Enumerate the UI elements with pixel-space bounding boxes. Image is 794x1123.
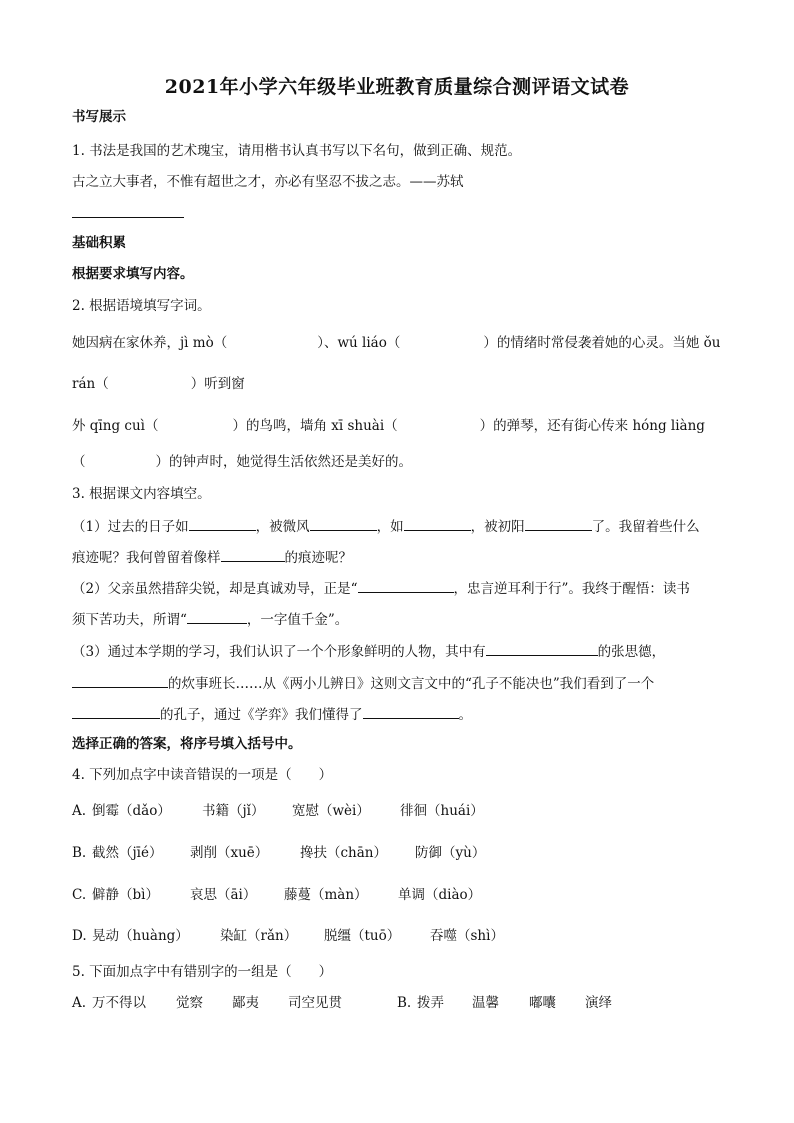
q2-text: ）的情绪时常侵袭着她的心灵。当她 ǒu [483,335,721,351]
q4-option-d[interactable] [72,927,504,945]
option-item: 剥削（xuē） [190,845,269,861]
option-item: 嘟囔 [529,995,556,1011]
q3-part1-line1 [72,516,700,536]
q3-text: 了。我留着些什么 [591,519,700,535]
q4-option-a[interactable] [72,802,484,820]
q4-option-b[interactable] [72,844,486,862]
q3-text: （3）通过本学期的学习，我们认识了一个个形象鲜明的人物，其中有 [72,644,486,660]
q3-text: 。 [458,707,472,723]
option-item: 书籍（jǐ） [202,803,265,819]
option-item: 搀扶（chān） [300,845,387,861]
option-item: 鄙夷 [232,995,259,1011]
question-4: 4. 下列加点字中读音错误的一项是（ ） [72,767,333,783]
q4-option-c[interactable] [72,886,482,904]
option-item: 藤蔓（màn） [284,887,368,903]
q2-text: ）听到窗 [190,376,245,392]
q3-text: 的痕迹呢？ [284,550,352,566]
section-heading-writing: 书写展示 [72,109,126,125]
q2-text: （ [72,454,86,470]
question-5: 5. 下面加点字中有错别字的一组是（ ） [72,964,333,980]
q3-text: ，如 [376,519,404,535]
q3-text: ，一字值千金”。 [246,612,349,628]
q3-text: 痕迹呢？我何曾留着像样 [72,550,221,566]
option-item: 单调（diào） [398,887,482,903]
q3-text: 的孔子，通过《学弈》我们懂得了 [160,707,363,723]
question-2: 2. 根据语境填写字词。 [72,298,211,314]
q2-line-3 [72,417,705,435]
section-heading-basics: 基础积累 [72,235,126,251]
option-item: 拨弄 [417,995,444,1011]
q3-blank[interactable] [189,516,256,531]
question-3: 3. 根据课文内容填空。 [72,486,211,502]
option-item: 觉察 [176,995,203,1011]
q3-blank[interactable] [363,704,459,719]
q2-text: 外 qīng cuì（ [72,418,159,434]
q3-blank[interactable] [72,673,168,688]
q3-text: ，忠言逆耳利于行”。我终于醒悟：读书 [453,581,690,597]
q3-part3-line1 [72,641,665,661]
q2-line-2 [72,375,245,393]
page-title: 2021年小学六年级毕业班教育质量综合测评语文试卷 [164,76,630,98]
q3-text: ，被初阳 [470,519,525,535]
option-item: 宽慰（wèi） [292,803,370,819]
q3-part3-line3 [72,704,472,724]
quote-text: 古之立大事者，不惟有超世之才，亦必有坚忍不拔之志。——苏轼 [72,174,464,190]
q3-blank[interactable] [72,704,160,719]
q5-option-a-label[interactable]: A. [72,995,87,1011]
q3-text: （2）父亲虽然措辞尖锐，却是真诚劝导，正是“ [72,581,358,597]
option-label: C. [72,887,87,903]
q2-text: 她因病在家休养，jì mò（ [72,335,228,351]
q3-text: ，被微风 [255,519,310,535]
q5-options-row [72,994,612,1012]
question-1: 1. 书法是我国的艺术瑰宝，请用楷书认真书写以下名句，做到正确、规范。 [72,143,522,159]
q2-text: rán（ [72,376,109,392]
q3-blank[interactable] [358,578,454,593]
q3-part1-line2 [72,547,352,567]
q2-line-4 [72,453,412,471]
section-subheading: 根据要求填写内容。 [72,266,194,282]
q3-blank[interactable] [486,641,598,656]
option-item: 司空见贯 [288,995,342,1011]
section-heading-choice: 选择正确的答案，将序号填入括号中。 [72,736,302,752]
option-item: 吞噬（shì） [430,928,504,944]
option-item: 脱缰（tuō） [324,928,401,944]
q2-text: ）的鸟鸣，墙角 xī shuài（ [232,418,398,434]
option-item: 温馨 [472,995,499,1011]
option-label: B. [72,845,87,861]
q3-blank[interactable] [525,516,592,531]
q3-part3-line2 [72,673,654,693]
option-item: 徘徊（huái） [400,803,484,819]
option-item: 染缸（rǎn） [220,928,298,944]
q3-text: （1）过去的日子如 [72,519,189,535]
q2-line-1 [72,334,720,352]
option-label: D. [72,928,87,944]
answer-line[interactable] [72,217,184,218]
q3-blank[interactable] [404,516,471,531]
q3-text: 的张思德， [597,644,666,660]
option-item: 截然（jīé） [92,845,163,861]
q2-text: ）、wú liáo（ [317,335,401,351]
q3-blank[interactable] [187,609,247,624]
option-item: 演绎 [585,995,612,1011]
option-item: 防御（yù） [415,845,486,861]
option-item: 倒霉（dǎo） [92,803,171,819]
q3-part2-line1 [72,578,690,598]
q3-text: 须下苦功夫，所谓“ [72,612,187,628]
q2-text: ）的钟声时，她觉得生活依然还是美好的。 [155,454,412,470]
q3-blank[interactable] [221,547,285,562]
q3-part2-line2 [72,609,348,629]
option-item: 哀思（āi） [190,887,257,903]
q5-option-b-label[interactable]: B. [397,995,412,1011]
option-item: 晃动（huàng） [92,928,189,944]
option-item: 万不得以 [92,995,146,1011]
option-label: A. [72,803,87,819]
q3-text: 的炊事班长……从《两小儿辨日》这则文言文中的“孔子不能决也”我们看到了一个 [168,676,655,692]
option-item: 僻静（bì） [92,887,159,903]
q3-blank[interactable] [310,516,377,531]
q2-text: ）的弹琴，还有街心传来 hóng liàng [479,418,705,434]
